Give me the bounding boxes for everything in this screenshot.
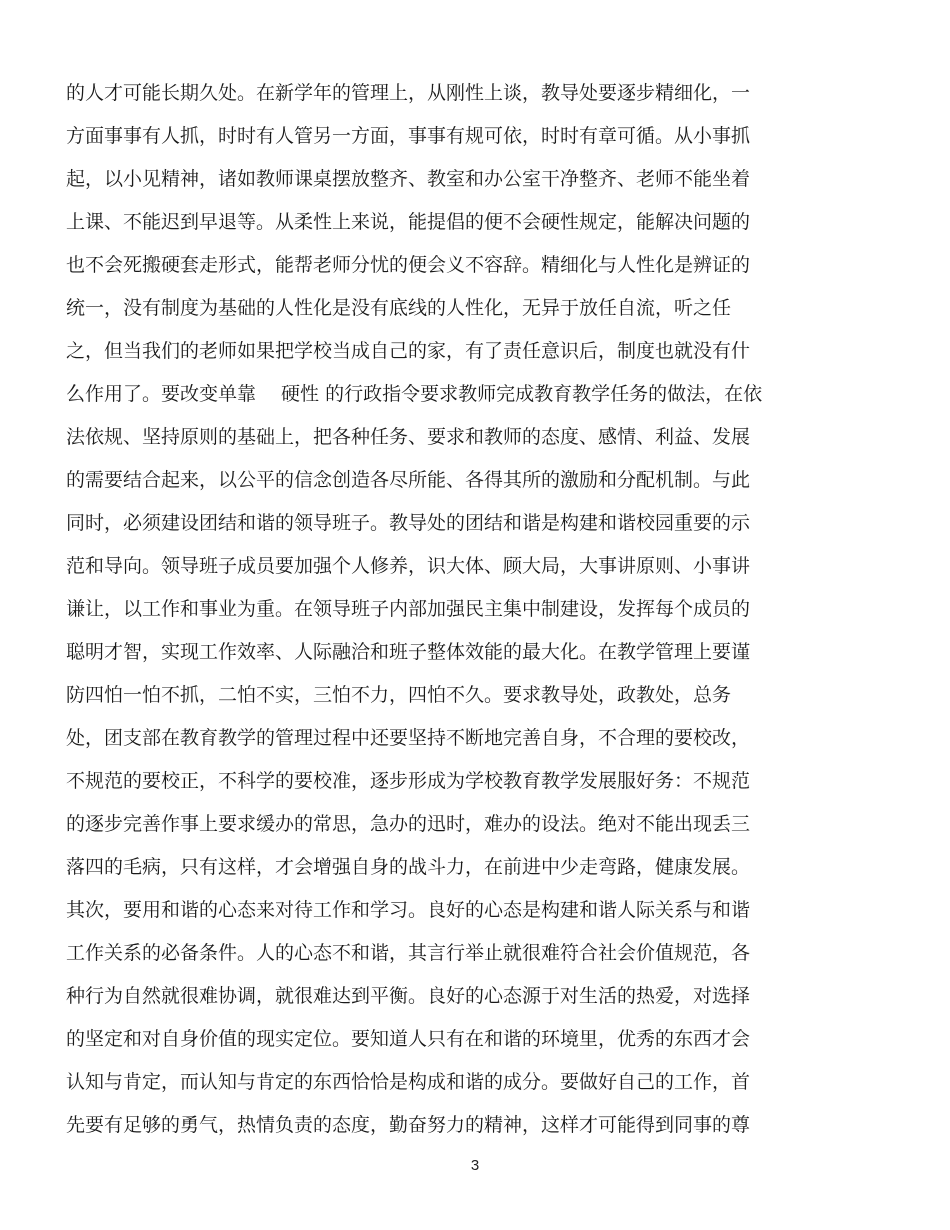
text-line: 认知与肯定，而认知与肯定的东西恰恰是构成和谐的成分。要做好自己的工作，首 bbox=[66, 1071, 751, 1093]
text-line: 同时，必须建设团结和谐的领导班子。教导处的团结和谐是构建和谐校园重要的示 bbox=[66, 512, 751, 534]
text-line: 工作关系的必备条件。人的心态不和谐，其言行举止就很难符合社会价值规范，各 bbox=[66, 942, 751, 964]
text-line: 统一，没有制度为基础的人性化是没有底线的人性化，无异于放任自流，听之任 bbox=[66, 297, 732, 319]
page-number: 3 bbox=[470, 1157, 480, 1174]
text-line: 上课、不能迟到早退等。从柔性上来说，能提倡的便不会硬性规定，能解决问题的 bbox=[66, 211, 751, 233]
text-line: 么作用了。要改变单靠 硬性 的行政指令要求教师完成教育教学任务的做法，在依 bbox=[66, 383, 763, 405]
text-line: 的逐步完善作事上要求缓办的常思，急办的迅时，难办的设法。绝对不能出现丢三 bbox=[66, 813, 751, 835]
text-line: 谦让，以工作和事业为重。在领导班子内部加强民主集中制建设，发挥每个成员的 bbox=[66, 598, 751, 620]
text-line: 先要有足够的勇气，热情负责的态度，勤奋努力的精神，这样才可能得到同事的尊 bbox=[66, 1114, 751, 1136]
text-line: 起，以小见精神，诸如教师课桌摆放整齐、教室和办公室干净整齐、老师不能坐着 bbox=[66, 168, 751, 190]
text-line: 方面事事有人抓，时时有人管另一方面，事事有规可依，时时有章可循。从小事抓 bbox=[66, 125, 751, 147]
text-line: 法依规、坚持原则的基础上，把各种任务、要求和教师的态度、感情、利益、发展 bbox=[66, 426, 751, 448]
text-line: 范和导向。领导班子成员要加强个人修养，识大体、顾大局，大事讲原则、小事讲 bbox=[66, 555, 751, 577]
text-line: 聪明才智，实现工作效率、人际融洽和班子整体效能的最大化。在教学管理上要谨 bbox=[66, 641, 751, 663]
text-line: 的坚定和对自身价值的现实定位。要知道人只有在和谐的环境里，优秀的东西才会 bbox=[66, 1028, 751, 1050]
text-line: 之，但当我们的老师如果把学校当成自己的家，有了责任意识后，制度也就没有什 bbox=[66, 340, 751, 362]
text-line: 的人才可能长期久处。在新学年的管理上，从刚性上谈，教导处要逐步精细化，一 bbox=[66, 82, 751, 104]
text-line: 其次，要用和谐的心态来对待工作和学习。良好的心态是构建和谐人际关系与和谐 bbox=[66, 899, 751, 921]
text-line: 防四怕一怕不抓，二怕不实，三怕不力，四怕不久。要求教导处，政教处，总务 bbox=[66, 684, 732, 706]
text-line: 不规范的要校正，不科学的要校准，逐步形成为学校教育教学发展服好务：不规范 bbox=[66, 770, 751, 792]
text-line: 也不会死搬硬套走形式，能帮老师分忧的便会义不容辞。精细化与人性化是辨证的 bbox=[66, 254, 751, 276]
text-line: 处，团支部在教育教学的管理过程中还要坚持不断地完善自身，不合理的要校改， bbox=[66, 727, 751, 749]
text-line: 落四的毛病，只有这样，才会增强自身的战斗力，在前进中少走弯路，健康发展。 bbox=[66, 856, 751, 878]
text-line: 的需要结合起来，以公平的信念创造各尽所能、各得其所的激励和分配机制。与此 bbox=[66, 469, 751, 491]
text-line: 种行为自然就很难协调，就很难达到平衡。良好的心态源于对生活的热爱，对选择 bbox=[66, 985, 751, 1007]
body-text bbox=[66, 72, 826, 1147]
